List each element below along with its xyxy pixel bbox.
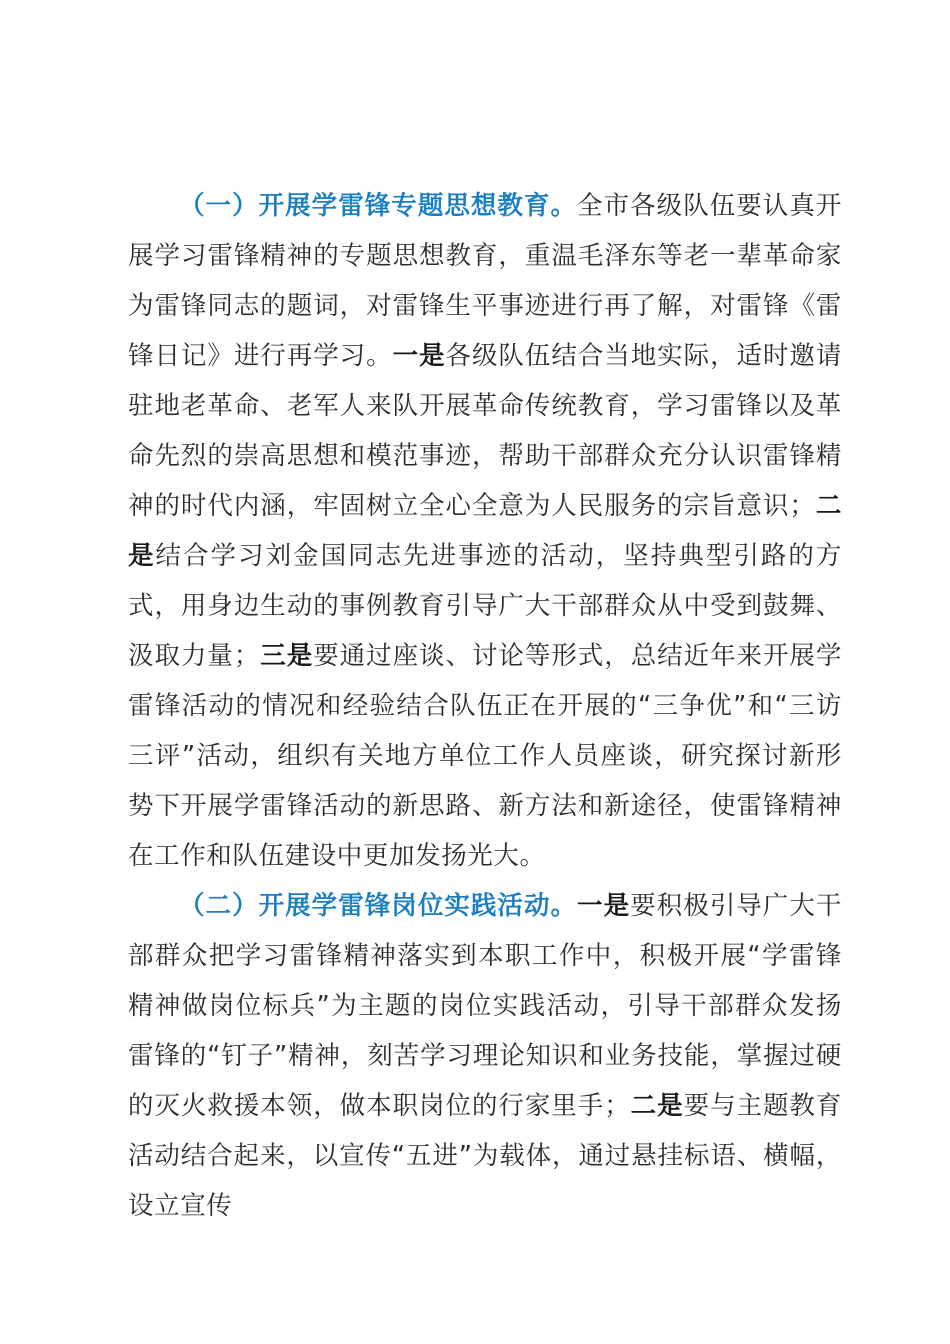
- section-1-lead-2: 二是: [128, 491, 842, 571]
- section-2-lead-1: 一是: [577, 891, 631, 921]
- document-page: [128, 181, 842, 1221]
- section-1-text-1: 各级队伍结合当地实际，适时邀请驻地老革命、老军人来队开展革命传统教育，学习雷锋以及革命先烈的崇高思想和模范事迹，帮助干部群众充分认识雷锋精神的时代内涵，牢固树立全心全意为人民服务的宗旨意识；: [128, 341, 842, 521]
- section-1-heading: （一）开展学雷锋专题思想教育。: [179, 191, 578, 221]
- section-1-text-3: 要通过座谈、讨论等形式，总结近年来开展学雷锋活动的情况和经验结合队伍正在开展的“三争优”和“三访三评”活动，组织有关地方单位工作人员座谈，研究探讨新形势下开展学雷锋活动的新思路、新方法和新途径，使雷锋精神在工作和队伍建设中更加发扬光大。: [128, 641, 842, 871]
- section-1-paragraph: [128, 181, 842, 881]
- section-2-paragraph: [128, 881, 842, 1231]
- section-2-text-1: 要积极引导广大干部群众把学习雷锋精神落实到本职工作中，积极开展“学雷锋精神做岗位标兵”为主题的岗位实践活动，引导干部群众发扬雷锋的“钉子”精神，刻苦学习理论知识和业务技能，掌握过硬的灭火救援本领，做本职岗位的行家里手；: [128, 891, 842, 1121]
- section-1-lead-1: 一是: [392, 341, 446, 371]
- section-1-lead-3: 三是: [259, 641, 314, 671]
- section-2-heading: （二）开展学雷锋岗位实践活动。: [179, 891, 578, 921]
- section-1-intro: 全市各级队伍要认真开展学习雷锋精神的专题思想教育，重温毛泽东等老一辈革命家为雷锋同志的题词，对雷锋生平事迹进行再了解，对雷锋《雷锋日记》进行再学习。: [128, 191, 842, 371]
- section-2-lead-2: 二是: [630, 1091, 684, 1121]
- section-2-text-2: 要与主题教育活动结合起来，以宣传“五进”为载体，通过悬挂标语、横幅，设立宣传: [128, 1091, 842, 1221]
- section-1-text-2: 结合学习刘金国同志先进事迹的活动，坚持典型引路的方式，用身边生动的事例教育引导广大干部群众从中受到鼓舞、汲取力量；: [128, 541, 842, 671]
